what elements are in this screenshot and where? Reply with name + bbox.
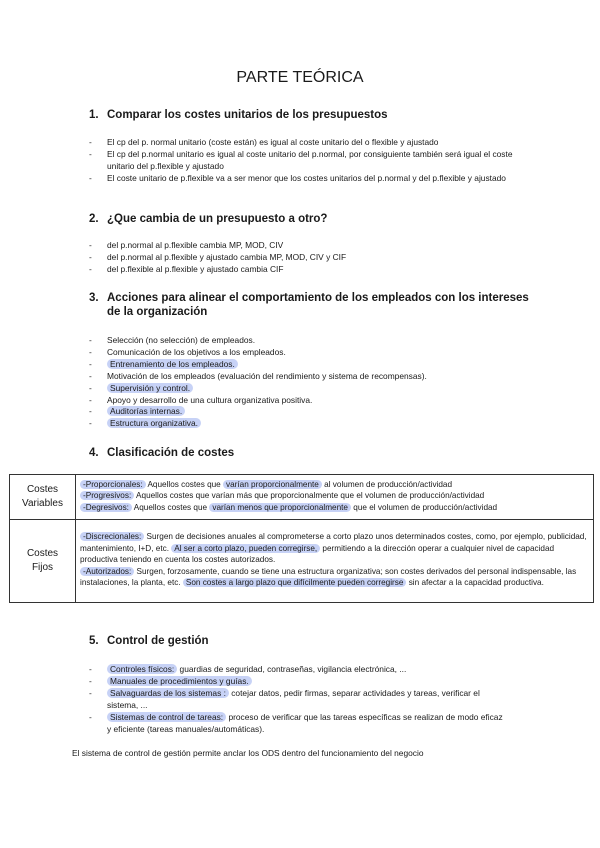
footer-note: El sistema de control de gestión permite anclar los ODS dentro del funcionamiento del negocio bbox=[72, 748, 424, 758]
list-item: - del p.flexible al p.flexible y ajustado cambia CIF bbox=[89, 264, 549, 276]
list-item bbox=[89, 712, 509, 736]
highlight: Supervisión y control. bbox=[107, 383, 193, 393]
cost-type bbox=[80, 490, 590, 502]
cost-type bbox=[80, 566, 590, 589]
page-title: PARTE TEÓRICA bbox=[236, 69, 364, 86]
highlight: Sistemas de control de tareas: bbox=[107, 712, 226, 722]
section-3-heading bbox=[89, 291, 529, 306]
section-2-heading bbox=[89, 212, 327, 227]
list-item bbox=[89, 688, 509, 712]
highlight: -Discrecionales: bbox=[80, 532, 144, 541]
list-item bbox=[89, 676, 509, 688]
highlight: varían menos que proporcionalmente bbox=[209, 503, 351, 512]
list-item bbox=[89, 359, 559, 371]
text: al volumen de producción/actividad bbox=[321, 479, 453, 489]
list-item bbox=[89, 383, 559, 395]
section-number: 2. bbox=[89, 213, 99, 225]
text: cotejar datos, pedir firmas, separar actividades y tareas, verificar el sistema, ... bbox=[107, 687, 480, 710]
row-content bbox=[76, 475, 594, 520]
section-title: Comparar los costes unitarios de los presupuestos bbox=[107, 109, 388, 121]
table-row bbox=[10, 520, 594, 603]
cost-type bbox=[80, 502, 590, 514]
table-row bbox=[10, 475, 594, 520]
list-item: - El cp del p.normal unitario es igual al coste unitario del p.normal, por consiguiente también será igual el coste unitario del p.flexible y ajustado bbox=[89, 149, 529, 173]
text: que el volumen de producción/actividad bbox=[351, 502, 498, 512]
row-content bbox=[76, 520, 594, 603]
text: Surgen, forzosamente, cuando se tiene una estructura organizativa; son costes derivados del personal indispensable, las instalaciones, la planta, etc. bbox=[80, 566, 577, 588]
highlight: Auditorías internas. bbox=[107, 406, 185, 416]
list-item bbox=[89, 406, 559, 418]
highlight: Entrenamiento de los empleados. bbox=[107, 359, 238, 369]
text: guardias de seguridad, contraseñas, vigilancia electrónica, ... bbox=[177, 664, 407, 674]
section-5-heading bbox=[89, 634, 209, 649]
list-item: - Motivación de los empleados (evaluación del rendimiento y sistema de recompensas). bbox=[89, 371, 559, 383]
list-item: - Apoyo y desarrollo de una cultura organizativa positiva. bbox=[89, 395, 559, 407]
highlight: Estructura organizativa. bbox=[107, 418, 201, 428]
highlight: Manuales de procedimientos y guías. bbox=[107, 676, 252, 686]
cost-type bbox=[80, 531, 590, 566]
list-item: - Comunicación de los objetivos a los empleados. bbox=[89, 347, 559, 359]
text: proceso de verificar que las tareas específicas se realizan de modo eficaz y eficiente (tareas manuales/automáticas). bbox=[107, 711, 503, 734]
highlight: -Autorizados: bbox=[80, 567, 134, 576]
text: sin afectar a la capacidad productiva. bbox=[406, 578, 544, 588]
highlight: Al ser a corto plazo, pueden corregirse, bbox=[171, 544, 320, 553]
list-item: - del p.normal al p.flexible y ajustado cambia MP, MOD, CIV y CIF bbox=[89, 252, 549, 264]
row-label-line: Costes bbox=[26, 484, 59, 495]
section-1-list bbox=[89, 137, 529, 185]
section-4-heading bbox=[89, 446, 234, 461]
section-number: 5. bbox=[89, 635, 99, 647]
cost-classification-table bbox=[9, 474, 594, 603]
section-number: 4. bbox=[89, 447, 99, 459]
highlight: varían proporcionalmente bbox=[223, 480, 322, 489]
text: Aquellos costes que bbox=[131, 502, 210, 512]
row-label bbox=[10, 475, 76, 520]
section-number: 3. bbox=[89, 292, 99, 304]
list-item bbox=[89, 418, 559, 430]
section-2-list bbox=[89, 240, 549, 276]
highlight: -Degresivos: bbox=[80, 503, 132, 512]
text: Aquellos costes que varían más que proporcionalmente que el volumen de producción/actividad bbox=[134, 491, 485, 501]
list-item: - El coste unitario de p.flexible va a ser menor que los costes unitarios del p.normal y del p.flexible y ajustado bbox=[89, 173, 529, 185]
list-item: - El cp del p. normal unitario (coste están) es igual al coste unitario del o flexible y ajustado bbox=[89, 137, 529, 149]
row-label bbox=[10, 520, 76, 603]
highlight: -Progresivos: bbox=[80, 491, 134, 500]
list-item: - del p.normal al p.flexible cambia MP, MOD, CIV bbox=[89, 240, 549, 252]
text: Aquellos costes que bbox=[145, 479, 224, 489]
section-3-list bbox=[89, 335, 559, 430]
row-label-line: Variables bbox=[22, 498, 63, 509]
cost-type bbox=[80, 479, 590, 491]
highlight: Salvaguardas de los sistemas : bbox=[107, 688, 229, 698]
section-title: Acciones para alinear el comportamiento de los empleados con los intereses bbox=[107, 292, 529, 304]
text: permitiendo a la dirección operar a cualquier nivel de capacidad productiva teniendo en cuenta los costes autorizados. bbox=[80, 543, 555, 565]
text: Surgen de decisiones anuales al comprometerse a corto plazo unos determinados costes, como, por ejemplo, publicidad, mantenimiento, I+D, etc. bbox=[80, 532, 587, 553]
section-title: Clasificación de costes bbox=[107, 447, 235, 459]
highlight: Son costes a largo plazo que difícilmente pueden corregirse bbox=[183, 578, 407, 587]
highlight: Controles físicos: bbox=[107, 664, 177, 674]
list-item: - Selección (no selección) de empleados. bbox=[89, 335, 559, 347]
section-3-heading-cont: de la organización bbox=[107, 306, 208, 318]
list-item bbox=[89, 664, 509, 676]
section-number: 1. bbox=[89, 109, 99, 121]
highlight: -Proporcionales: bbox=[80, 480, 146, 489]
section-1-heading bbox=[89, 108, 388, 123]
row-label-line: Fijos bbox=[31, 562, 54, 573]
section-title: Control de gestión bbox=[107, 635, 209, 647]
section-title: ¿Que cambia de un presupuesto a otro? bbox=[107, 213, 328, 225]
section-5-list bbox=[89, 664, 509, 735]
row-label-line: Costes bbox=[26, 548, 59, 559]
